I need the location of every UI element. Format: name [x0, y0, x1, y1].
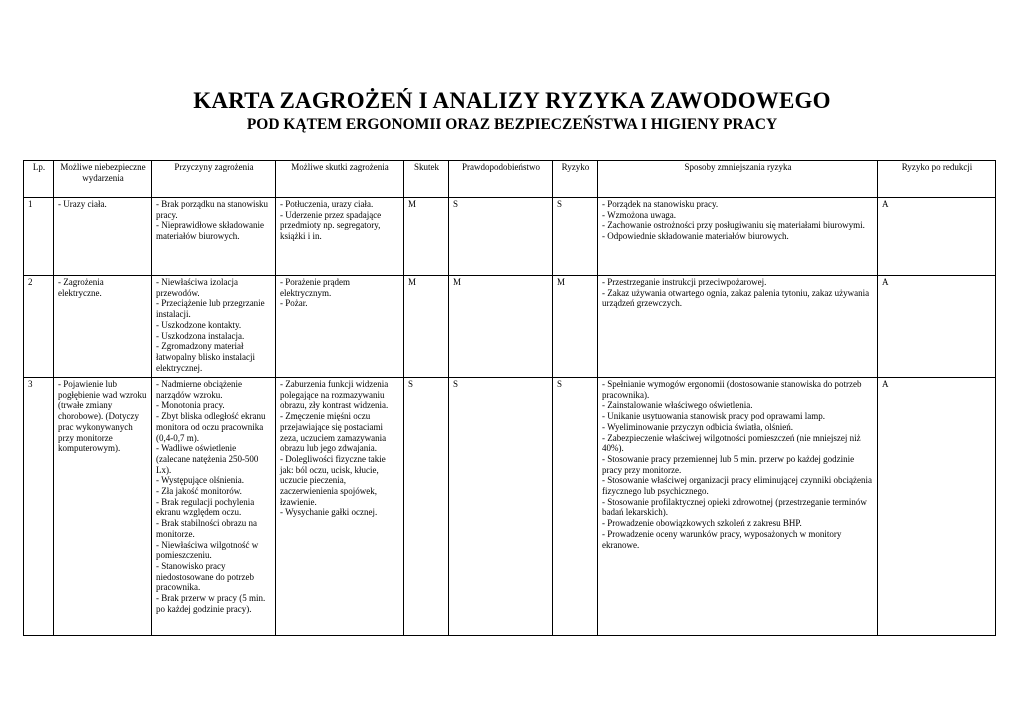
cell-lp: 1 — [24, 198, 54, 276]
measure-line: - Zakaz używania otwartego ognia, zakaz palenia tytoniu, zakaz używania urządzeń grzewczych. — [602, 287, 870, 309]
cell-causes — [152, 378, 276, 636]
cell-probability: S — [449, 378, 553, 636]
cause-line: - Brak porządku na stanowisku pracy. — [156, 199, 268, 220]
cause-line: - Stanowisko pracy niedostosowane do potrzeb pracownika. — [156, 560, 254, 593]
header-risk: Ryzyko — [553, 161, 598, 198]
effect-line: - Wysychanie gałki ocznej. — [280, 507, 378, 518]
cell-skutek: M — [404, 276, 449, 378]
cause-line: - Niewłaściwa izolacja przewodów. — [156, 277, 238, 298]
cell-measures — [598, 276, 878, 378]
cell-event — [54, 378, 152, 636]
cause-line: - Uszkodzona instalacja. — [156, 330, 245, 341]
cause-line: - Monotonia pracy. — [156, 400, 225, 411]
header-skutek: Skutek — [404, 161, 449, 198]
header-effects: Możliwe skutki zagrożenia — [276, 161, 404, 198]
cause-line: - Przeciążenie lub przegrzanie instalacji. — [156, 298, 265, 320]
header-probability: Prawdopodobieństwo — [449, 161, 553, 198]
cell-skutek: S — [404, 378, 449, 636]
cause-line: - Niewłaściwa wilgotność w pomieszczeniu. — [156, 539, 259, 561]
cell-effects — [276, 378, 404, 636]
cell-event — [54, 276, 152, 378]
event-line: - Urazy ciała. — [58, 199, 107, 209]
header-event: Możliwe niebezpieczne wydarzenia — [54, 161, 152, 198]
measure-line: - Unikanie usytuowania stanowisk pracy pod oprawami lamp. — [602, 411, 825, 422]
cause-line: - Występujące olśnienia. — [156, 475, 245, 486]
effect-line: - Potłuczenia, urazy ciała. — [280, 199, 374, 209]
risk-table — [23, 160, 996, 636]
table-row — [24, 378, 996, 636]
measure-line: - Wzmożona uwaga. — [602, 209, 677, 220]
measure-line: - Stosowanie profilaktycznej opieki zdrowotnej (przestrzeganie terminów badań lekarskich). — [602, 496, 867, 518]
cause-line: - Nadmierne obciążenie narządów wzroku. — [156, 379, 242, 400]
cell-risk: M — [553, 276, 598, 378]
measure-line: - Spełnianie wymogów ergonomii (dostosowanie stanowiska do potrzeb pracownika). — [602, 379, 862, 400]
table-row — [24, 198, 996, 276]
effect-line: - Zaburzenia funkcji widzenia polegające na rozmazywaniu obrazu, zły kontrast widzenia. — [280, 379, 389, 411]
document-title: KARTA ZAGROŻEŃ I ANALIZY RYZYKA ZAWODOWEGO — [193, 88, 831, 113]
table-header-row — [24, 161, 996, 198]
event-line: - Zagrożenia elektryczne. — [58, 277, 104, 298]
measure-line: - Porządek na stanowisku pracy. — [602, 199, 719, 209]
effect-line: - Pożar. — [280, 298, 308, 309]
cause-line: - Zbyt bliska odległość ekranu monitora od oczu pracownika (0,4-0,7 m). — [156, 411, 266, 443]
table-row — [24, 276, 996, 378]
measure-line: - Wyeliminowanie przyczyn odbicia światła, olśnień. — [602, 421, 793, 432]
cell-probability: S — [449, 198, 553, 276]
effect-line: - Porażenie prądem elektrycznym. — [280, 277, 350, 298]
cause-line: - Brak przerw w pracy (5 min. po każdej godzinie pracy). — [156, 593, 266, 614]
effect-line: - Uderzenie przez spadające przedmioty np. segregatory, książki i in. — [280, 209, 382, 242]
cell-causes — [152, 276, 276, 378]
header-causes: Przyczyny zagrożenia — [152, 161, 276, 198]
cell-risk-after: A — [878, 378, 996, 636]
measure-line: - Odpowiednie składowanie materiałów biurowych. — [602, 231, 789, 242]
measure-line: - Zabezpieczenie właściwej wilgotności pomieszczeń (nie mniejszej niż 40%). — [602, 432, 861, 454]
measure-line: - Zainstalowanie właściwego oświetlenia. — [602, 400, 753, 411]
cell-skutek: M — [404, 198, 449, 276]
cell-effects — [276, 198, 404, 276]
document-subtitle: POD KĄTEM ERGONOMII ORAZ BEZPIECZEŃSTWA I HIGIENY PRACY — [246, 116, 778, 133]
header-measures: Sposoby zmniejszania ryzyka — [598, 161, 878, 198]
measure-line: - Przestrzeganie instrukcji przeciwpożarowej. — [602, 277, 767, 287]
cause-line: - Wadliwe oświetlenie (zalecane natężenia 250-500 Lx). — [156, 443, 259, 475]
cause-line: - Zgromadzony materiał łatwopalny blisko instalacji elektrycznej. — [156, 341, 255, 373]
header-risk-after: Ryzyko po redukcji — [878, 161, 996, 198]
cause-line: - Zła jakość monitorów. — [156, 486, 242, 497]
cell-risk: S — [553, 378, 598, 636]
cell-risk: S — [553, 198, 598, 276]
cell-measures — [598, 378, 878, 636]
cell-measures — [598, 198, 878, 276]
header-lp: Lp. — [24, 161, 54, 198]
effect-line: - Zmęczenie mięśni oczu przejawiające się postaciami zeza, uczuciem zamazywania obrazu lub jego zdwajania. — [280, 411, 387, 454]
cell-lp: 2 — [24, 276, 54, 378]
cell-risk-after: A — [878, 198, 996, 276]
measure-line: - Zachowanie ostrożności przy posługiwaniu się materiałami biurowymi. — [602, 220, 865, 231]
measure-line: - Stosowanie pracy przemiennej lub 5 min. przerw po każdej godzinie pracy przy monitorze. — [602, 453, 855, 475]
cell-event — [54, 198, 152, 276]
cell-lp: 3 — [24, 378, 54, 636]
cell-risk-after: A — [878, 276, 996, 378]
measure-line: - Prowadzenie oceny warunków pracy, wyposażonych w monitory ekranowe. — [602, 528, 842, 550]
measure-line: - Stosowanie właściwej organizacji pracy eliminującej czynniki obciążenia fizycznego lub psychicznego. — [602, 475, 872, 497]
event-line: - Pojawienie lub pogłębienie wad wzroku (trwałe zmiany chorobowe). (Dotyczy prac wykonywanych przy monitorze komputerowym). — [58, 379, 147, 454]
cause-line: - Brak regulacji pochylenia ekranu względem oczu. — [156, 496, 255, 518]
measure-line: - Prowadzenie obowiązkowych szkoleń z zakresu BHP. — [602, 518, 802, 529]
cause-line: - Brak stabilności obrazu na monitorze. — [156, 518, 257, 539]
cause-line: - Uszkodzone kontakty. — [156, 319, 242, 330]
cell-effects — [276, 276, 404, 378]
effect-line: - Dolegliwości fizyczne takie jak: ból oczu, ucisk, kłucie, uczucie pieczenia, zaczerwienienia spojówek, łzawienie. — [280, 453, 386, 507]
cell-probability: M — [449, 276, 553, 378]
cell-causes — [152, 198, 276, 276]
cause-line: - Nieprawidłowe składowanie materiałów biurowych. — [156, 220, 264, 242]
